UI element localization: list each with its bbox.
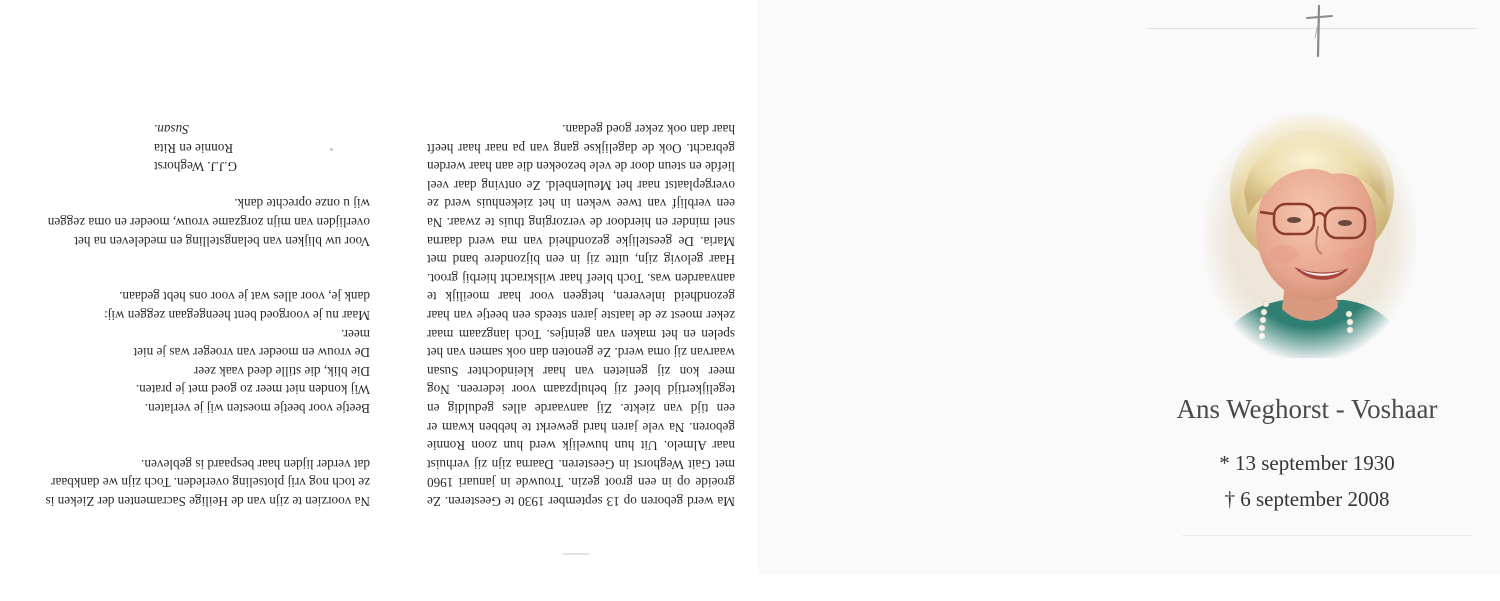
text-line: Uit hun huwelijk werd hun zoon Ronnie geboren. — [426, 419, 735, 454]
text-line: door de vele bezoeken die aan haar werden — [427, 159, 655, 175]
signature — [36, 120, 370, 176]
signature-line: G.J.J. Weghorst — [154, 159, 237, 175]
signature-line: Ronnie en Rita — [154, 140, 234, 156]
text-line: is ze toch nog vrij plotseling overleden. — [45, 475, 370, 509]
text-line: van haar gezondheid inleveren, hetgeen voor — [426, 289, 735, 324]
verse-line: meer. — [341, 326, 370, 342]
portrait-photo — [1204, 104, 1416, 358]
text-line: kleindochter Susan waarvan zij oma werd. — [427, 345, 735, 379]
biography-paragraph — [427, 120, 735, 510]
text-line: gebracht. Ook de dagelijkse gang van pa naar — [485, 140, 735, 156]
text-line: haar heeft haar dan ook zeker goed gedaan. — [427, 122, 735, 156]
thanks-paragraph — [36, 194, 370, 250]
text-line: Na vele jaren hard gewerkt te hebben kwam er — [427, 419, 685, 435]
bottom-rule — [1182, 535, 1472, 536]
verse-line: Maar nu je voorgoed bent heengegaan zeggen wij: — [104, 308, 370, 324]
text-line: zeggen wij u onze oprechte dank. — [47, 196, 370, 231]
text-line: zeker moest ze de laatste jaren steeds een beetje — [476, 308, 735, 324]
text-line: Voor uw blijken van belangstelling en medeleven na het — [74, 233, 370, 249]
inner-right-column — [427, 40, 735, 510]
text-line: haar moeilijk te aanvaarden was. Toch bleef — [427, 270, 735, 305]
text-line: overlijden van mijn zorgzame vrouw, moeder en oma — [88, 215, 370, 231]
deceased-name: Ans Weghorst - Voshaar — [1176, 394, 1438, 424]
text-line: Meulenbeld. Ze ontving daar veel liefde en steun — [427, 159, 735, 193]
text-line: snel minder en hierdoor de verzorging thuis te — [484, 215, 735, 231]
text-line: Na voorzien te zijn van de Heilige Sacramenten der Zieken — [57, 494, 370, 509]
text-line: haar wilskracht hierbij groot. Haar gelovig zijn, — [426, 252, 735, 286]
portrait-illustration — [1204, 104, 1416, 358]
text-line: iedereen. Nog meer kon zij genieten van haar — [427, 363, 735, 398]
sacraments-paragraph — [36, 454, 370, 510]
birth-date: * 13 september 1930 — [1219, 451, 1395, 475]
text-line: De geestelijke gezondheid van ma werd daarna — [427, 233, 694, 249]
text-line: ziekenhuis werd ze overgeplaatst naar het — [427, 177, 735, 212]
cross-icon — [1303, 4, 1337, 58]
verse-line: Die blik, die stille deed vaak zeer — [193, 363, 370, 379]
text-line: en tegelijkertijd bleef zij behulpzaam voor — [426, 382, 735, 417]
death-date: † 6 september 2008 — [1224, 487, 1390, 511]
verse-line: De vrouw en moeder van vroeger was je niet — [133, 345, 370, 361]
verse-line: Wij konden niet meer zo goed met je praten. — [135, 382, 370, 398]
text-line: Ma werd geboren op 13 september 1930 te — [504, 494, 735, 509]
text-line: Geesteren. Ze groeide op in een groot gezin. — [426, 475, 735, 509]
front-sheet — [757, 0, 1500, 575]
inner-left-column — [36, 40, 370, 510]
text-line: Geesteren. Daarna zijn zij verhuist naar Almelo. — [427, 438, 735, 472]
signature-line: Susan. — [154, 122, 189, 138]
verse — [36, 287, 370, 417]
text-line: Ze genoten dan ook samen van het spelen en — [427, 326, 735, 361]
text-line: gebleven. — [141, 456, 193, 472]
text-line: zwaar. Na een verblijf van twee weken in het — [426, 196, 735, 231]
text-line: Toch zijn we dankbaar dat verder lijden haar bespaard is — [51, 456, 370, 491]
verse-line: Beetje voor beetje moesten wij je verlaten. — [144, 401, 370, 417]
fold-mark — [330, 148, 333, 151]
text-line: een tijd van ziekte. Zij aanvaarde alles geduldig — [447, 401, 735, 417]
fold-mark — [563, 553, 589, 555]
text-line: Trouwde in januari 1960 met Gait Weghorst in — [427, 456, 735, 491]
text-line: het maken van geintjes. Toch langzaam maar — [426, 326, 678, 342]
verse-line: dank je, voor alles wat je voor ons hebt gedaan. — [119, 289, 370, 305]
text-line: uitte zij in een bijzondere band met Maria. — [426, 233, 735, 268]
